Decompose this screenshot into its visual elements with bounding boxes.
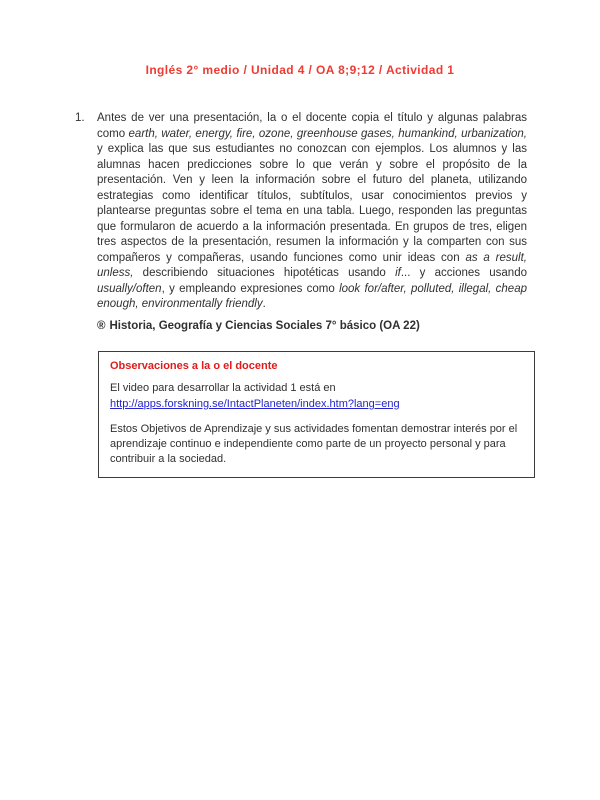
observations-box — [98, 351, 535, 478]
activity-number: 1. — [75, 112, 85, 124]
page-title: Inglés 2° medio / Unidad 4 / OA 8;9;12 / Actividad 1 — [145, 63, 455, 77]
observations-title: Observaciones a la o el docente — [110, 360, 278, 372]
crossref-text: Historia, Geografía y Ciencias Sociales 7° básico (OA 22) — [109, 319, 420, 332]
video-link[interactable]: http://apps.forskning.se/IntactPlaneten/index.htm?lang=eng — [110, 398, 400, 410]
content-area — [75, 111, 527, 478]
activity-body — [97, 111, 527, 334]
crossref-line — [97, 319, 527, 335]
activity-item — [75, 111, 527, 334]
crossref-symbol-icon: ® — [97, 319, 106, 332]
observations-intro: El video para desarrollar la actividad 1 está en — [110, 382, 336, 394]
observations-note: Estos Objetivos de Aprendizaje y sus actividades fomentan demostrar interés por el aprendizaje continuo e independiente como parte de un proyecto personal y para contribuir a la sociedad. — [110, 423, 518, 465]
activity-text: Antes de ver una presentación, la o el docente copia el título y algunas palabras como earth, water, energy, fire, ozone, greenhouse gases, humankind, urbanization, y explica las que sus estudiantes no conozcan con ejemplos. Los alumnos y las alumnas hacen predicciones sobre lo que verán y sobre el propósito de la presentación. Ven y leen la información sobre el futuro del planeta, utilizando estrategias como identificar títulos, subtítulos, usar conocimientos previos y plantearse preguntas sobre el tema en una tabla. Luego, responden las preguntas que formularon de acuerdo a la información presentada. En grupos de tres, eligen tres aspectos de la presentación, resumen la información y la comparten con sus compañeros y compañeras, usando funciones como unir ideas con as a result, unless, describiendo situaciones hipotéticas usando if... y acciones usando usually/often, y empleando expresiones como look for/after, polluted, illegal, cheap enough, environmentally friendly. — [97, 112, 527, 310]
